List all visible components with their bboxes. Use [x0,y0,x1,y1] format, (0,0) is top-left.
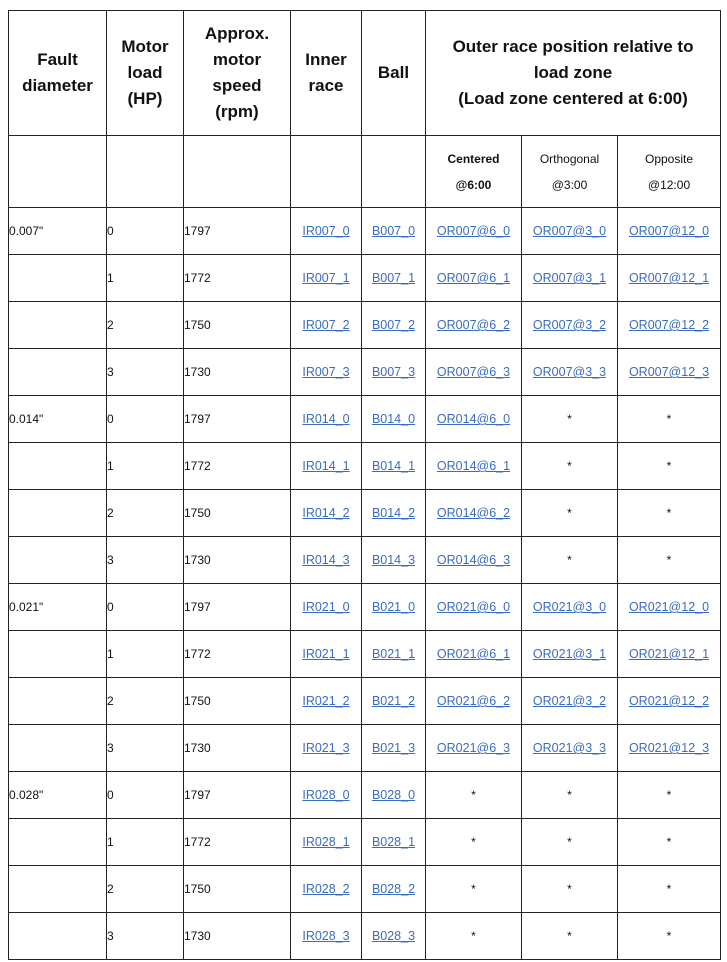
empty-cell [9,136,107,208]
table-row [9,302,721,349]
link-outer-race-opposite-cell [618,349,721,396]
table-row [9,584,721,631]
cell-fault-diameter [9,537,107,584]
cell-motor-speed: 1797 [184,772,291,819]
link-outer-race-opposite-cell [618,631,721,678]
cell-fault-diameter: 0.028" [9,772,107,819]
link-outer-race-centered[interactable]: OR014@6_2 [436,506,511,520]
unavailable-marker: * [618,913,721,960]
link-outer-race-opposite[interactable]: OR007@12_2 [628,318,710,332]
cell-fault-diameter [9,631,107,678]
empty-cell [291,136,362,208]
link-outer-race-orthogonal[interactable]: OR021@3_1 [532,647,607,661]
link-outer-race-centered-cell [426,537,522,584]
link-outer-race-orthogonal-cell [522,255,618,302]
link-ball-cell [362,866,426,913]
link-outer-race-centered-cell [426,396,522,443]
cell-fault-diameter [9,725,107,772]
link-outer-race-centered-cell [426,255,522,302]
cell-motor-load: 3 [107,537,184,584]
cell-motor-speed: 1797 [184,208,291,255]
link-inner-race[interactable]: IR028_3 [302,929,350,943]
cell-motor-speed: 1772 [184,255,291,302]
cell-motor-load: 1 [107,443,184,490]
unavailable-marker: * [618,537,721,584]
link-ball-cell [362,913,426,960]
link-ball-cell [362,302,426,349]
link-ball-cell [362,396,426,443]
link-ball[interactable]: B014_2 [371,506,416,520]
link-ball[interactable]: B021_1 [371,647,416,661]
link-outer-race-centered-cell [426,443,522,490]
cell-motor-load: 2 [107,678,184,725]
link-outer-race-centered-cell [426,349,522,396]
link-ball-cell [362,537,426,584]
header-ball: Ball [362,11,426,136]
cell-fault-diameter [9,443,107,490]
link-inner-race[interactable]: IR007_1 [302,271,350,285]
unavailable-marker: * [426,866,522,913]
unavailable-marker: * [426,913,522,960]
link-outer-race-centered-cell [426,208,522,255]
link-outer-race-opposite-cell [618,678,721,725]
table-row [9,349,721,396]
link-outer-race-centered-cell [426,631,522,678]
cell-motor-speed: 1797 [184,396,291,443]
link-ball[interactable]: B028_0 [371,788,416,802]
cell-motor-load: 2 [107,490,184,537]
link-inner-race-cell [291,490,362,537]
link-inner-race-cell [291,255,362,302]
unavailable-marker: * [522,443,618,490]
header-inner-race: Inner race [291,11,362,136]
empty-cell [107,136,184,208]
unavailable-marker: * [426,819,522,866]
link-outer-race-centered[interactable]: OR007@6_3 [436,365,511,379]
cell-motor-speed: 1750 [184,866,291,913]
link-outer-race-opposite[interactable]: OR007@12_3 [628,365,710,379]
link-outer-race-opposite[interactable]: OR021@12_1 [628,647,710,661]
table-row [9,866,721,913]
table-row [9,772,721,819]
cell-motor-load: 1 [107,255,184,302]
cell-motor-load: 0 [107,584,184,631]
link-ball[interactable]: B007_1 [371,271,416,285]
fault-data-table [8,10,721,960]
link-outer-race-orthogonal[interactable]: OR007@3_3 [532,365,607,379]
table-body [9,208,721,960]
table-row [9,208,721,255]
link-outer-race-centered[interactable]: OR021@6_0 [436,600,511,614]
link-outer-race-orthogonal-cell [522,631,618,678]
cell-motor-speed: 1772 [184,631,291,678]
link-ball-cell [362,255,426,302]
link-outer-race-centered-cell [426,725,522,772]
link-outer-race-orthogonal-cell [522,208,618,255]
link-outer-race-opposite-cell [618,255,721,302]
link-outer-race-opposite[interactable]: OR007@12_0 [628,224,710,238]
link-ball-cell [362,208,426,255]
table-row [9,913,721,960]
link-outer-race-opposite-cell [618,725,721,772]
link-ball[interactable]: B028_1 [371,835,416,849]
cell-fault-diameter [9,678,107,725]
link-ball-cell [362,490,426,537]
link-outer-race-centered[interactable]: OR007@6_1 [436,271,511,285]
link-outer-race-orthogonal[interactable]: OR021@3_0 [532,600,607,614]
link-inner-race-cell [291,208,362,255]
link-ball[interactable]: B014_3 [371,553,416,567]
cell-motor-load: 3 [107,913,184,960]
unavailable-marker: * [522,866,618,913]
link-outer-race-centered[interactable]: OR014@6_1 [436,459,511,473]
cell-fault-diameter [9,819,107,866]
link-outer-race-centered[interactable]: OR014@6_0 [436,412,511,426]
cell-fault-diameter: 0.007" [9,208,107,255]
cell-fault-diameter: 0.014" [9,396,107,443]
cell-motor-speed: 1797 [184,584,291,631]
link-inner-race[interactable]: IR014_1 [302,459,350,473]
cell-motor-speed: 1772 [184,819,291,866]
cell-motor-speed: 1730 [184,913,291,960]
link-outer-race-orthogonal[interactable]: OR021@3_3 [532,741,607,755]
link-ball[interactable]: B021_3 [371,741,416,755]
link-inner-race[interactable]: IR007_2 [302,318,350,332]
header-row [9,11,721,136]
link-inner-race[interactable]: IR014_3 [302,553,350,567]
table-row [9,819,721,866]
link-outer-race-centered[interactable]: OR014@6_3 [436,553,511,567]
link-outer-race-opposite-cell [618,584,721,631]
link-ball[interactable]: B028_2 [371,882,416,896]
subheader-centered: Centered @6:00 [426,136,522,208]
link-inner-race-cell [291,725,362,772]
table-row [9,443,721,490]
cell-fault-diameter [9,349,107,396]
cell-motor-load: 0 [107,772,184,819]
cell-fault-diameter: 0.021" [9,584,107,631]
link-outer-race-centered-cell [426,678,522,725]
link-inner-race[interactable]: IR021_1 [302,647,350,661]
link-outer-race-centered-cell [426,584,522,631]
link-inner-race-cell [291,631,362,678]
cell-motor-speed: 1750 [184,490,291,537]
link-outer-race-orthogonal-cell [522,725,618,772]
link-outer-race-orthogonal[interactable]: OR007@3_1 [532,271,607,285]
link-outer-race-orthogonal-cell [522,302,618,349]
link-inner-race[interactable]: IR028_1 [302,835,350,849]
link-inner-race-cell [291,819,362,866]
link-inner-race-cell [291,678,362,725]
unavailable-marker: * [522,819,618,866]
table-row [9,537,721,584]
link-ball[interactable]: B014_1 [371,459,416,473]
link-outer-race-centered[interactable]: OR021@6_2 [436,694,511,708]
cell-fault-diameter [9,255,107,302]
header-fault-diameter: Fault diameter [9,11,107,136]
link-outer-race-centered[interactable]: OR007@6_0 [436,224,511,238]
link-inner-race[interactable]: IR007_3 [302,365,350,379]
link-outer-race-orthogonal[interactable]: OR007@3_0 [532,224,607,238]
unavailable-marker: * [618,443,721,490]
header-motor-load: Motor load (HP) [107,11,184,136]
link-inner-race[interactable]: IR021_2 [302,694,350,708]
link-ball-cell [362,772,426,819]
subheader-opposite: Opposite @12:00 [618,136,721,208]
empty-cell [362,136,426,208]
unavailable-marker: * [426,772,522,819]
link-ball[interactable]: B007_0 [371,224,416,238]
link-outer-race-opposite[interactable]: OR021@12_3 [628,741,710,755]
cell-motor-speed: 1730 [184,349,291,396]
link-outer-race-centered[interactable]: OR021@6_1 [436,647,511,661]
subheader-row [9,136,721,208]
cell-motor-load: 1 [107,819,184,866]
header-motor-speed: Approx. motor speed (rpm) [184,11,291,136]
unavailable-marker: * [522,913,618,960]
cell-motor-speed: 1772 [184,443,291,490]
unavailable-marker: * [522,396,618,443]
unavailable-marker: * [618,396,721,443]
link-outer-race-opposite[interactable]: OR021@12_2 [628,694,710,708]
link-outer-race-orthogonal-cell [522,349,618,396]
cell-motor-load: 0 [107,208,184,255]
cell-fault-diameter [9,866,107,913]
unavailable-marker: * [618,819,721,866]
cell-motor-load: 1 [107,631,184,678]
link-ball[interactable]: B007_2 [371,318,416,332]
cell-fault-diameter [9,913,107,960]
cell-motor-load: 0 [107,396,184,443]
unavailable-marker: * [522,490,618,537]
link-inner-race-cell [291,537,362,584]
table-row [9,678,721,725]
link-inner-race[interactable]: IR007_0 [302,224,350,238]
unavailable-marker: * [618,772,721,819]
link-ball-cell [362,443,426,490]
link-inner-race[interactable]: IR028_0 [302,788,350,802]
table-row [9,396,721,443]
link-inner-race[interactable]: IR014_2 [302,506,350,520]
link-inner-race-cell [291,772,362,819]
cell-motor-speed: 1750 [184,302,291,349]
cell-fault-diameter [9,302,107,349]
link-outer-race-centered[interactable]: OR007@6_2 [436,318,511,332]
link-ball[interactable]: B021_0 [371,600,416,614]
link-ball-cell [362,819,426,866]
empty-cell [184,136,291,208]
link-inner-race-cell [291,443,362,490]
link-outer-race-orthogonal[interactable]: OR021@3_2 [532,694,607,708]
link-inner-race[interactable]: IR014_0 [302,412,350,426]
cell-fault-diameter [9,490,107,537]
cell-motor-load: 3 [107,725,184,772]
cell-motor-load: 2 [107,302,184,349]
link-inner-race[interactable]: IR021_0 [302,600,350,614]
link-ball[interactable]: B014_0 [371,412,416,426]
unavailable-marker: * [522,772,618,819]
table-row [9,490,721,537]
link-outer-race-centered-cell [426,302,522,349]
link-inner-race-cell [291,913,362,960]
link-outer-race-opposite[interactable]: OR021@12_0 [628,600,710,614]
cell-motor-load: 3 [107,349,184,396]
link-ball[interactable]: B021_2 [371,694,416,708]
table-row [9,725,721,772]
unavailable-marker: * [618,490,721,537]
cell-motor-load: 2 [107,866,184,913]
link-inner-race-cell [291,866,362,913]
link-inner-race-cell [291,349,362,396]
link-inner-race-cell [291,302,362,349]
link-outer-race-centered-cell [426,490,522,537]
link-inner-race-cell [291,584,362,631]
link-ball[interactable]: B007_3 [371,365,416,379]
link-outer-race-opposite-cell [618,302,721,349]
link-inner-race[interactable]: IR028_2 [302,882,350,896]
link-inner-race-cell [291,396,362,443]
link-ball[interactable]: B028_3 [371,929,416,943]
link-outer-race-orthogonal-cell [522,678,618,725]
link-ball-cell [362,584,426,631]
link-ball-cell [362,631,426,678]
header-outer-race: Outer race position relative to load zone (Load zone centered at 6:00) [426,11,721,136]
link-outer-race-opposite[interactable]: OR007@12_1 [628,271,710,285]
cell-motor-speed: 1750 [184,678,291,725]
cell-motor-speed: 1730 [184,537,291,584]
unavailable-marker: * [618,866,721,913]
link-outer-race-opposite-cell [618,208,721,255]
cell-motor-speed: 1730 [184,725,291,772]
link-outer-race-centered[interactable]: OR021@6_3 [436,741,511,755]
link-ball-cell [362,349,426,396]
subheader-orthogonal: Orthogonal @3:00 [522,136,618,208]
link-inner-race[interactable]: IR021_3 [302,741,350,755]
link-ball-cell [362,725,426,772]
link-ball-cell [362,678,426,725]
link-outer-race-orthogonal[interactable]: OR007@3_2 [532,318,607,332]
link-outer-race-orthogonal-cell [522,584,618,631]
unavailable-marker: * [522,537,618,584]
table-row [9,255,721,302]
table-row [9,631,721,678]
